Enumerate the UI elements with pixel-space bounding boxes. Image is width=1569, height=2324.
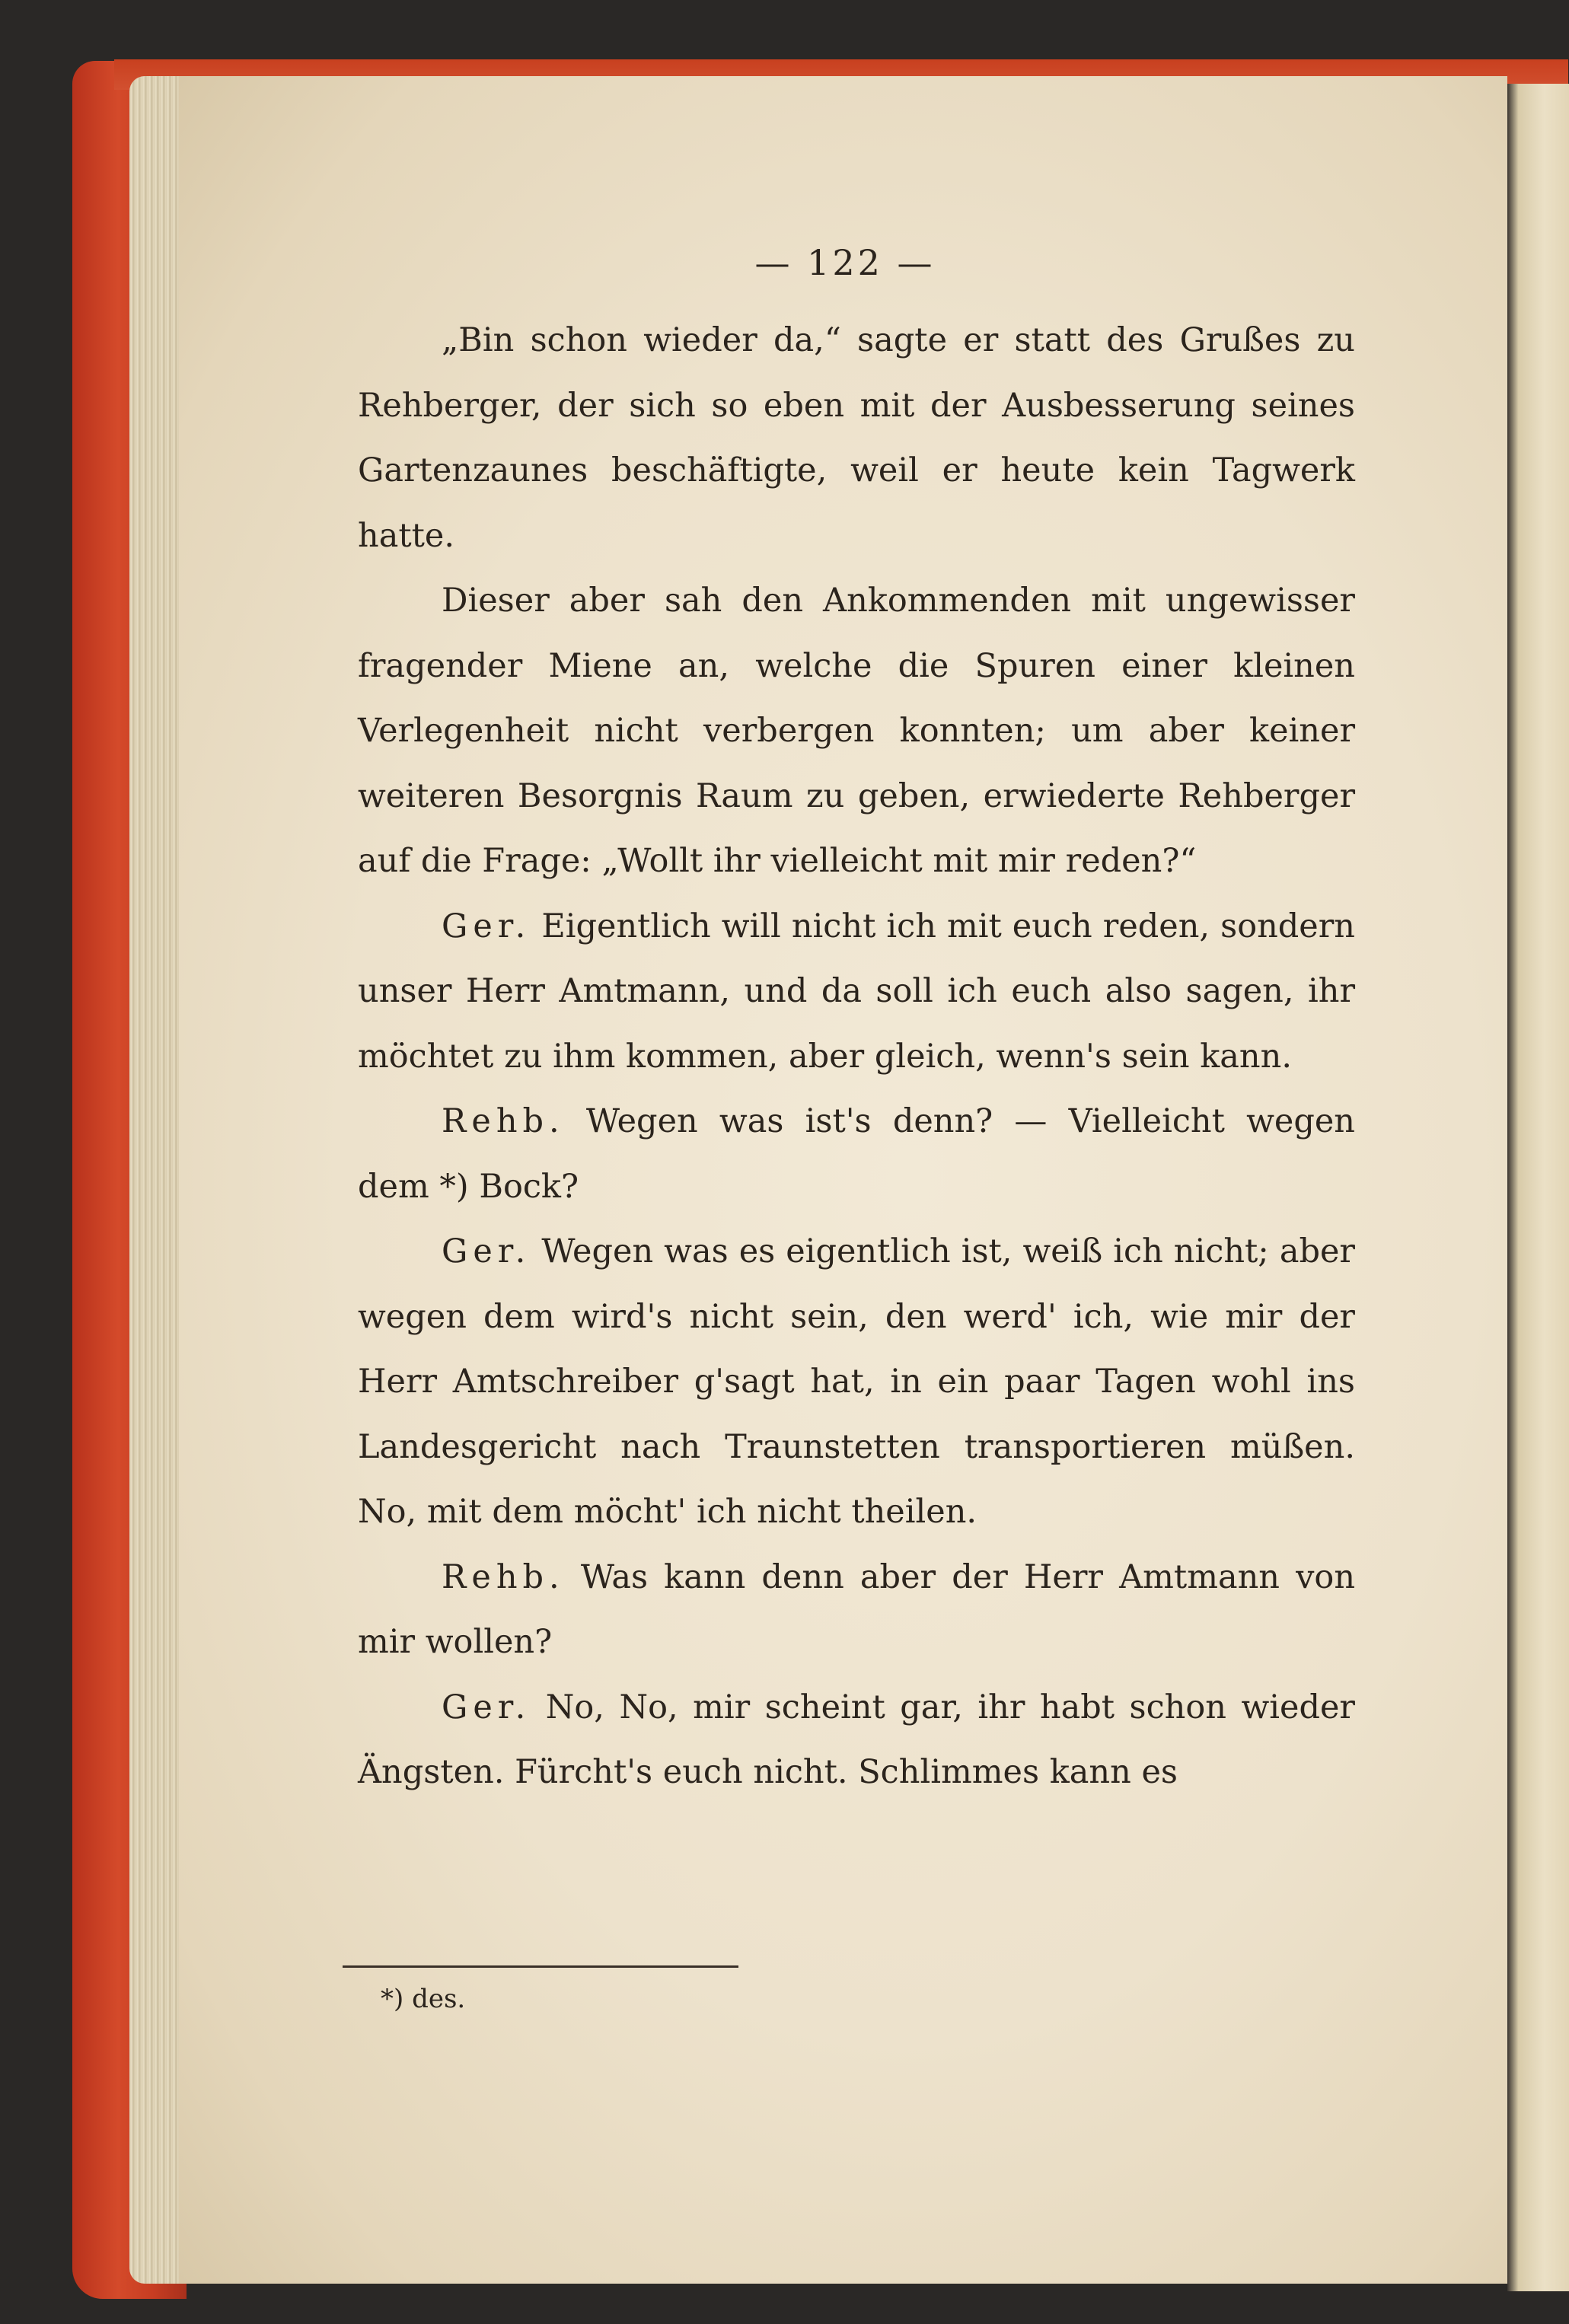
paragraph-text: No, No, mir scheint gar, ihr habt schon wieder Ängsten. Fürcht's euch nicht. Schlimmes kann es <box>358 1688 1355 1791</box>
paragraph-text: Eigentlich will nicht ich mit euch reden, sondern unser Herr Amtmann, und da soll ich euch also sagen, ihr möchtet zu ihm kommen, aber gleich, wenn's sein kann. <box>358 907 1356 1076</box>
paragraph <box>358 894 1355 1090</box>
paragraph <box>358 569 1355 894</box>
paragraph-text: „Bin schon wieder da,“ sagte er statt des Grußes zu Rehberger, der sich so eben mit der Ausbesserung seines Gartenzaunes beschäftigte, weil er heute kein Tagwerk hatte. <box>358 321 1355 555</box>
page-number: — 122 — <box>754 242 936 283</box>
next-page-edge <box>1507 84 1569 2291</box>
footnote: *) des. <box>381 1984 466 2014</box>
paragraph-speaker: Rehb. <box>442 1557 565 1596</box>
paragraph <box>358 1545 1355 1675</box>
page-body <box>358 308 1355 1806</box>
paragraph-text: Wegen was es eigentlich ist, weiß ich nicht; aber wegen dem wird's nicht sein, den werd' ich, wie mir der Herr Amtschreiber g'sagt hat, in ein paar Tagen wohl ins Landesgericht nach Traunstetten transportieren müßen. No, mit dem möcht' ich nicht theilen. <box>358 1232 1355 1531</box>
paragraph-text: Wegen was ist's denn? — Vielleicht wegen dem *) Bock? <box>358 1102 1356 1206</box>
paragraph-speaker: Ger. <box>442 1232 531 1270</box>
footnote-divider <box>343 1965 738 1968</box>
paragraph-speaker: Ger. <box>442 907 531 945</box>
paragraph-speaker: Rehb. <box>442 1102 565 1140</box>
paragraph-speaker: Ger. <box>442 1688 531 1726</box>
paragraph-text: Was kann denn aber der Herr Amtmann von mir wollen? <box>358 1557 1356 1661</box>
paragraph <box>358 1675 1355 1806</box>
paragraph <box>358 1089 1355 1219</box>
paragraph <box>358 1219 1355 1545</box>
paragraph <box>358 308 1355 569</box>
paragraph-text: Dieser aber sah den Ankommenden mit ungewisser fragender Miene an, welche die Spuren einer kleinen Verlegenheit nicht verbergen konnten; um aber keiner weiteren Besorgnis Raum zu geben, erwiederte Rehberger auf die Frage: „Wollt ihr vielleicht mit mir reden?“ <box>358 582 1355 880</box>
